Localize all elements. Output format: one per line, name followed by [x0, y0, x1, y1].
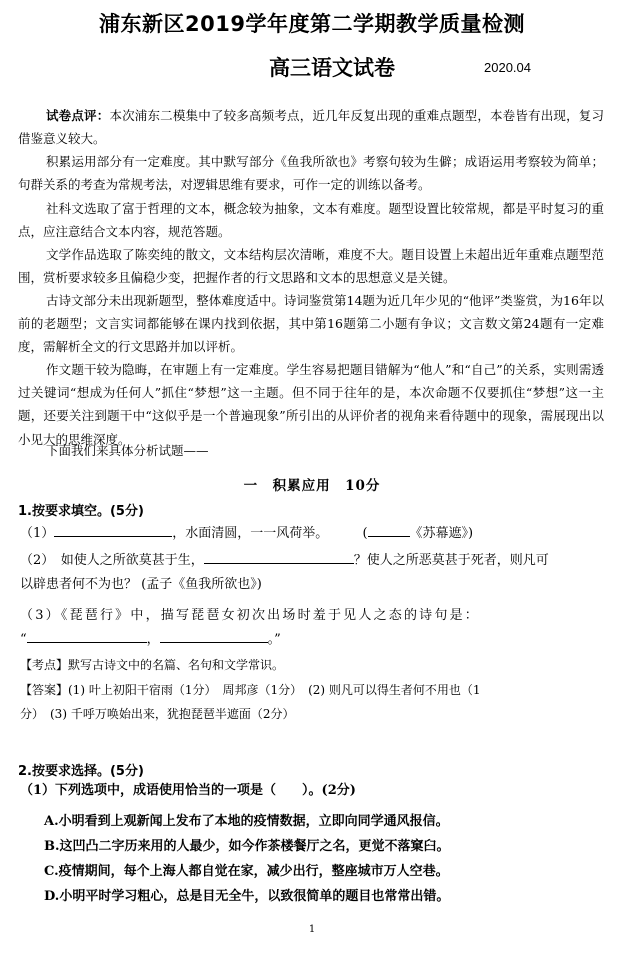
question-2-header: 2.按要求选择。(5分)	[18, 764, 144, 779]
review-paragraph: 作文题干较为隐晦，在审题上有一定难度。学生容易把题目错解为“他人”和“自己”的关系，实则需透过关键词“想成为任何人”抓住“梦想”这一主题。但不同于往年的是，本次命题不仅要抓住“梦想”这一主题，还要关注到题干中“这似乎是一个普遍现象”所引出的从评价者的视角来看待题中的现象，需展现出以小见大的思维深度。	[18, 362, 604, 447]
exam-date: 2020.04	[484, 60, 531, 75]
exam-title: 浦东新区2019学年度第二学期教学质量检测	[99, 12, 525, 36]
question-1-part-2: （2） 如使人之所欲莫甚于生， ？使人之所恶莫甚于死者，则凡可	[20, 548, 610, 574]
section-title: 一 积累应用 10分	[243, 478, 381, 494]
review-paragraph: 文学作品选取了陈奕纯的散文，文本结构层次清晰，难度不大。题目设置上未超出近年重难点题型范围，赏析要求较多且偏稳少变，把握作者的行文思路和文本的思想意义是关键。	[18, 247, 604, 286]
question-1-header: 1.按要求填空。(5分)	[18, 504, 144, 519]
question-2-stem: （1）下列选项中，成语使用恰当的一项是（ ）。(2分)	[20, 783, 356, 798]
question-1-part-3-blanks: “ ， 。”	[20, 627, 610, 653]
option-a: A.小明看到上观新闻上发布了本地的疫情数据，立即向同学通风报信。	[44, 814, 449, 829]
answer-blank	[160, 628, 268, 643]
review-paragraph: 积累运用部分有一定难度。其中默写部分《鱼我所欲也》考察句较为生僻；成语运用考察较为简单；句群关系的考查为常规考法，对逻辑思维有要求，可作一定的训练以备考。	[18, 154, 604, 193]
option-b: B.这凹凸二字历来用的人最少，如今作茶楼餐厅之名，更觉不落窠臼。	[44, 839, 450, 854]
review-paragraph: 古诗文部分未出现新题型，整体难度适中。诗词鉴赏第14题为近几年少见的“他评”类鉴赏，为16年以前的老题型；文言实词都能够在课内找到依据，其中第16题第二小题有争议；文言数文第24题有一定难度，需解析全文的行文思路并加以评析。	[18, 293, 604, 355]
option-c: C.疫情期间，每个上海人都自觉在家，减少出行，整座城市万人空巷。	[44, 864, 449, 879]
page-number: 1	[308, 924, 316, 935]
question-1-part-2-cont: 以辟患者何不为也？ (孟子《鱼我所欲也》)	[20, 577, 262, 592]
kaodian-note: 【考点】默写古诗文中的名篇、名句和文学常识。	[20, 658, 285, 672]
option-d: D.小明平时学习粗心，总是目无全牛，以致很简单的题目也常常出错。	[44, 889, 450, 904]
answer-blank	[368, 522, 410, 537]
answer-note-cont: 分） (3) 千呼万唤始出来，犹抱琵琶半遮面（2分）	[20, 707, 295, 721]
answer-note: 【答案】(1) 叶上初阳干宿雨（1分） 周邦彦（1分） (2) 则凡可以得生者何不用也（1	[20, 683, 481, 697]
review-paragraph: 下面我们来具体分析试题——	[46, 443, 209, 458]
answer-blank	[54, 522, 172, 537]
review-paragraph: 试卷点评：本次浦东二模集中了较多高频考点，近几年反复出现的重难点题型，本卷皆有出现，复习借鉴意义较大。	[18, 108, 604, 147]
answer-blank	[27, 628, 147, 643]
review-paragraph: 社科文选取了富于哲理的文本，概念较为抽象，文本有难度。题型设置比较常规，都是平时复习的重点，应注意结合文本内容，规范答题。	[18, 201, 604, 240]
question-1-part-3: （3）《琵琶行》中，描写琵琶女初次出场时羞于见人之态的诗句是：	[20, 608, 480, 623]
question-1-part-1: （1） ，水面清圆，一一风荷举。 ( 《苏幕遮》)	[20, 521, 610, 547]
answer-blank	[204, 549, 354, 564]
exam-subtitle: 高三语文试卷	[269, 56, 395, 80]
